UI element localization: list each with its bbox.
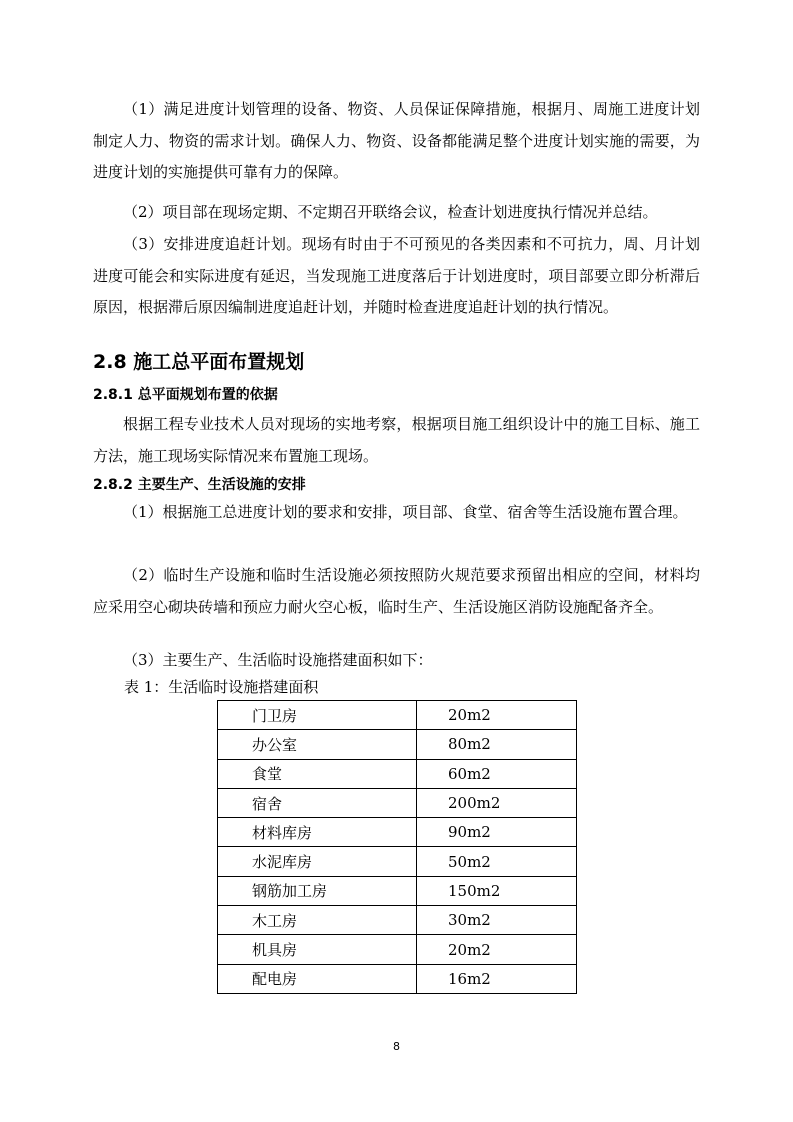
paragraph-arrangement-1: （1）根据施工总进度计划的要求和安排，项目部、食堂、宿舍等生活设施布置合理。 — [123, 503, 688, 521]
table-row — [218, 906, 577, 935]
table-row — [218, 759, 577, 788]
section-heading: 2.8 施工总平面布置规划 — [93, 351, 305, 373]
facility-name-cell: 门卫房 — [218, 701, 417, 730]
table-caption: 表 1：生活临时设施搭建面积 — [124, 678, 319, 696]
facility-name-cell: 机具房 — [218, 935, 417, 964]
facility-area-cell: 20m2 — [417, 701, 577, 730]
facility-area-cell: 16m2 — [417, 964, 577, 993]
table-row — [218, 730, 577, 759]
facility-name-cell: 食堂 — [218, 759, 417, 788]
facility-area-cell: 50m2 — [417, 847, 577, 876]
facility-area-cell: 60m2 — [417, 759, 577, 788]
page-number: 8 — [393, 1040, 400, 1053]
facility-name-cell: 宿舍 — [218, 788, 417, 817]
facility-name-cell: 钢筋加工房 — [218, 876, 417, 905]
facility-area-cell: 20m2 — [417, 935, 577, 964]
facility-area-cell: 150m2 — [417, 876, 577, 905]
paragraph-measures-1: （1）满足进度计划管理的设备、物资、人员保证保障措施，根据月、周施工进度计划制定人力、物资的需求计划。确保人力、物资、设备都能满足整个进度计划实施的需要，为进度计划的实施提供可靠有力的保障。 — [93, 100, 700, 181]
subsection-heading-1: 2.8.1 总平面规划布置的依据 — [93, 387, 278, 403]
facility-area-cell: 80m2 — [417, 730, 577, 759]
paragraph-arrangement-3: （3）主要生产、生活临时设施搭建面积如下： — [123, 651, 433, 669]
table-row — [218, 935, 577, 964]
facility-area-cell: 200m2 — [417, 788, 577, 817]
table-row — [218, 788, 577, 817]
paragraph-measures-3: （3）安排进度追赶计划。现场有时由于不可预见的各类因素和不可抗力，周、月计划进度可能会和实际进度有延迟，当发现施工进度落后于计划进度时，项目部要立即分析滞后原因，根据滞后原因编制进度追赶计划，并随时检查进度追赶计划的执行情况。 — [93, 235, 700, 316]
facility-area-table — [217, 700, 577, 994]
facility-area-cell: 30m2 — [417, 906, 577, 935]
subsection-heading-2: 2.8.2 主要生产、生活设施的安排 — [93, 477, 306, 493]
paragraph-layout-basis: 根据工程专业技术人员对现场的实地考察，根据项目施工组织设计中的施工目标、施工方法，施工现场实际情况来布置施工现场。 — [93, 415, 700, 465]
facility-name-cell: 水泥库房 — [218, 847, 417, 876]
facility-name-cell: 配电房 — [218, 964, 417, 993]
paragraph-measures-2: （2）项目部在现场定期、不定期召开联络会议，检查计划进度执行情况并总结。 — [123, 203, 658, 221]
table-row — [218, 964, 577, 993]
table-row — [218, 847, 577, 876]
table-row — [218, 876, 577, 905]
paragraph-arrangement-2: （2）临时生产设施和临时生活设施必须按照防火规范要求预留出相应的空间，材料均应采用空心砌块砖墙和预应力耐火空心板，临时生产、生活设施区消防设施配备齐全。 — [93, 566, 700, 616]
facility-area-cell: 90m2 — [417, 818, 577, 847]
facility-name-cell: 材料库房 — [218, 818, 417, 847]
facility-name-cell: 木工房 — [218, 906, 417, 935]
table-row — [218, 818, 577, 847]
facility-name-cell: 办公室 — [218, 730, 417, 759]
table-row — [218, 701, 577, 730]
